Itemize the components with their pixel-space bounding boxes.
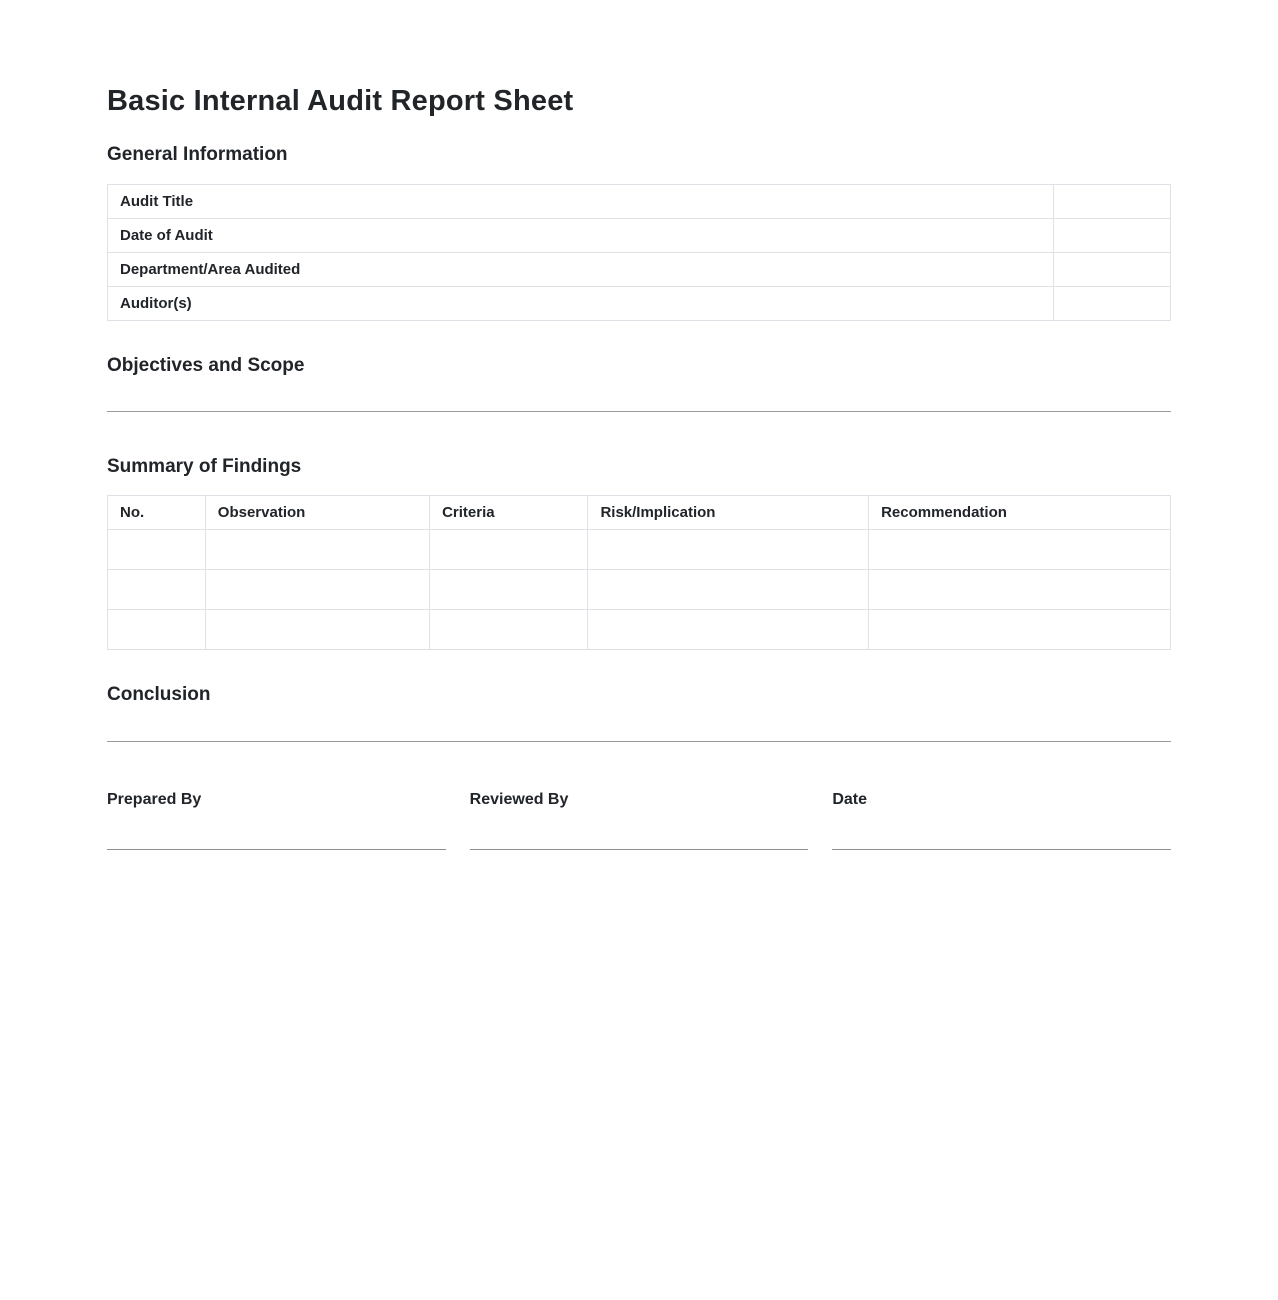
findings-row xyxy=(108,530,1171,570)
findings-cell xyxy=(108,610,206,650)
audit-report-sheet xyxy=(107,0,1171,1290)
findings-cell xyxy=(869,570,1171,610)
section-conclusion xyxy=(107,684,1171,742)
table-row xyxy=(108,286,1171,320)
findings-cell xyxy=(108,530,206,570)
auditors-value xyxy=(1054,286,1171,320)
table-row xyxy=(108,184,1171,218)
summary-findings-heading: Summary of Findings xyxy=(107,455,302,477)
findings-cell xyxy=(430,570,588,610)
column-header-recommendation: Recommendation xyxy=(869,496,1171,530)
objectives-scope-heading: Objectives and Scope xyxy=(107,354,305,376)
findings-cell xyxy=(430,530,588,570)
table-row xyxy=(108,218,1171,252)
findings-cell xyxy=(430,610,588,650)
summary-findings-table xyxy=(107,495,1171,650)
general-information-table xyxy=(107,184,1171,321)
findings-cell xyxy=(205,610,429,650)
date-signature-line xyxy=(832,849,1171,850)
auditors-label: Auditor(s) xyxy=(108,286,1054,320)
table-row xyxy=(108,252,1171,286)
signature-reviewed-by xyxy=(470,792,809,850)
section-general-information xyxy=(107,144,1171,321)
prepared-by-signature-line xyxy=(107,849,446,850)
objectives-scope-fill-line xyxy=(107,378,1171,412)
reviewed-by-signature-line xyxy=(470,849,809,850)
date-of-audit-value xyxy=(1054,218,1171,252)
findings-cell xyxy=(588,530,869,570)
findings-cell xyxy=(205,530,429,570)
page-title: Basic Internal Audit Report Sheet xyxy=(107,85,574,117)
department-area-label: Department/Area Audited xyxy=(108,252,1054,286)
findings-cell xyxy=(588,570,869,610)
findings-row xyxy=(108,610,1171,650)
findings-row xyxy=(108,570,1171,610)
reviewed-by-label: Reviewed By xyxy=(469,791,569,809)
findings-cell xyxy=(869,530,1171,570)
section-objectives-and-scope xyxy=(107,355,1171,412)
conclusion-heading: Conclusion xyxy=(107,684,211,706)
findings-cell xyxy=(869,610,1171,650)
prepared-by-label: Prepared By xyxy=(107,791,202,809)
date-label: Date xyxy=(832,791,868,809)
conclusion-fill-line xyxy=(107,707,1171,742)
findings-header-row xyxy=(108,496,1171,530)
findings-cell xyxy=(588,610,869,650)
signature-prepared-by xyxy=(107,792,446,850)
column-header-observation: Observation xyxy=(205,496,429,530)
findings-cell xyxy=(108,570,206,610)
column-header-criteria: Criteria xyxy=(430,496,588,530)
date-of-audit-label: Date of Audit xyxy=(108,218,1054,252)
findings-cell xyxy=(205,570,429,610)
signature-row xyxy=(107,792,1171,850)
column-header-no: No. xyxy=(108,496,206,530)
audit-title-label: Audit Title xyxy=(108,184,1054,218)
signature-date xyxy=(832,792,1171,850)
department-area-value xyxy=(1054,252,1171,286)
section-summary-of-findings xyxy=(107,456,1171,651)
general-information-heading: General Information xyxy=(107,144,288,165)
column-header-risk-implication: Risk/Implication xyxy=(588,496,869,530)
audit-title-value xyxy=(1054,184,1171,218)
